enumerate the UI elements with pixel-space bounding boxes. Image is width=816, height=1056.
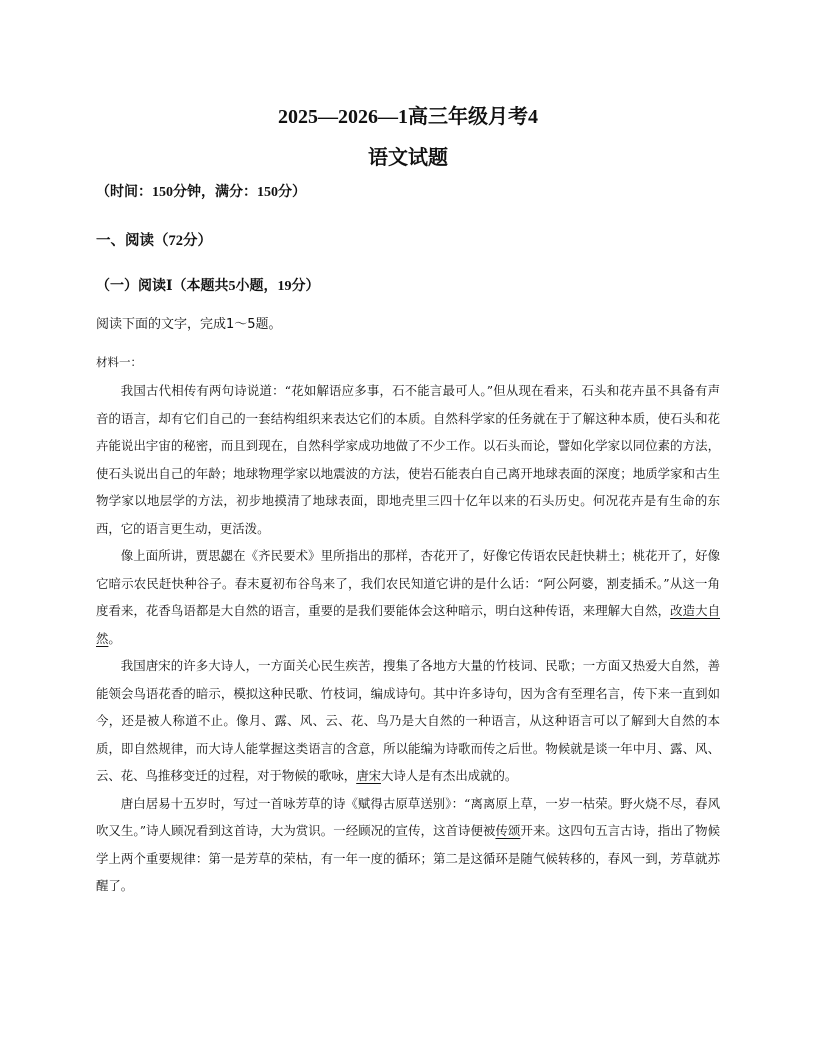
time-info: （时间：150分钟，满分：150分）	[96, 185, 306, 200]
paragraph-2-end: 。	[108, 630, 121, 646]
underlined-phrase: 唐宋	[356, 768, 381, 783]
underlined-phrase: 改造大自然	[96, 603, 721, 646]
section-heading: 一、阅读（72分）	[96, 233, 212, 249]
material-text	[96, 377, 720, 900]
subject-title: 语文试题	[368, 147, 448, 169]
paragraph-4	[96, 790, 720, 900]
material-label: 材料一：	[96, 355, 142, 369]
reading-instruction: 阅读下面的文字，完成1～5题。	[96, 317, 282, 332]
paragraph-3-end: 大诗人是有杰出成就的。	[380, 768, 518, 783]
paragraph-3-text: 我国唐宋的许多大诗人，一方面关心民生疾苦，搜集了各地方大量的竹枝词、民歌；一方面又热爱大自然，善能领会鸟语花香的暗示，模拟这种民歌、竹枝词，编成诗句。其中许多诗句，因为含有至理名言，传下来一直到如今，还是被人称道不止。像月、露、风、云、花、鸟乃是大自然的一种语言，从这种语言可以了解到大自然的本质，即自然规律，而大诗人能掌握这类语言的含意，所以能编为诗歌而传之后世。物候就是谈一年中月、露、风、云、花、鸟推移变迁的过程，对于物候的歌咏，	[96, 658, 720, 783]
paragraph-2-text: 像上面所讲，贾思勰在《齐民要术》里所指出的那样，杏花开了，好像它传语农民赶快耕土；桃花开了，好像它暗示农民赶快种谷子。春末夏初布谷鸟来了，我们农民知道它讲的是什么话：“阿公阿婆，割麦插禾。”从这一角度看来，花香鸟语都是大自然的语言，重要的是我们要能体会这种暗示，明白这种传语，来理解大自然，	[96, 548, 720, 618]
paragraph-4-end: 开来。这四句五言古诗，指出了物候学上两个重要规律：第一是芳草的荣枯，有一年一度的循环；第二是这循环是随气候转移的，春风一到，芳草就苏醒了。	[96, 823, 721, 893]
paragraph-4-text: 唐白居易十五岁时，写过一首咏芳草的诗《赋得古原草送别》：“离离原上草，一岁一枯荣。野火烧不尽，春风吹又生。”诗人顾况看到这首诗，大为赏识。一经顾况的宣传，这首诗便被	[96, 795, 720, 838]
paragraph-1: 我国古代相传有两句诗说道：“花如解语应多事，石不能言最可人。”但从现在看来，石头和花卉虽不具备有声音的语言，却有它们自己的一套结构组织来表达它们的本质。自然科学家的任务就在于了解这种本质，使石头和花卉能说出宇宙的秘密，而且到现在，自然科学家成功地做了不少工作。以石头而论，譬如化学家以同位素的方法，使石头说出自己的年龄；地球物理学家以地震波的方法，使岩石能表白自己离开地球表面的深度；地质学家和古生物学家以地层学的方法，初步地摸清了地球表面，即地壳里三四十亿年以来的石头历史。何况花卉是有生命的东西，它的语言更生动，更活泼。	[96, 383, 720, 536]
underlined-phrase: 传颂	[495, 823, 521, 838]
subsection-heading: （一）阅读Ⅰ（本题共5小题，19分）	[96, 279, 320, 294]
exam-title: 2025—2026—1高三年级月考4	[278, 106, 538, 128]
paragraph-2	[96, 542, 720, 652]
paragraph-3	[96, 652, 720, 790]
